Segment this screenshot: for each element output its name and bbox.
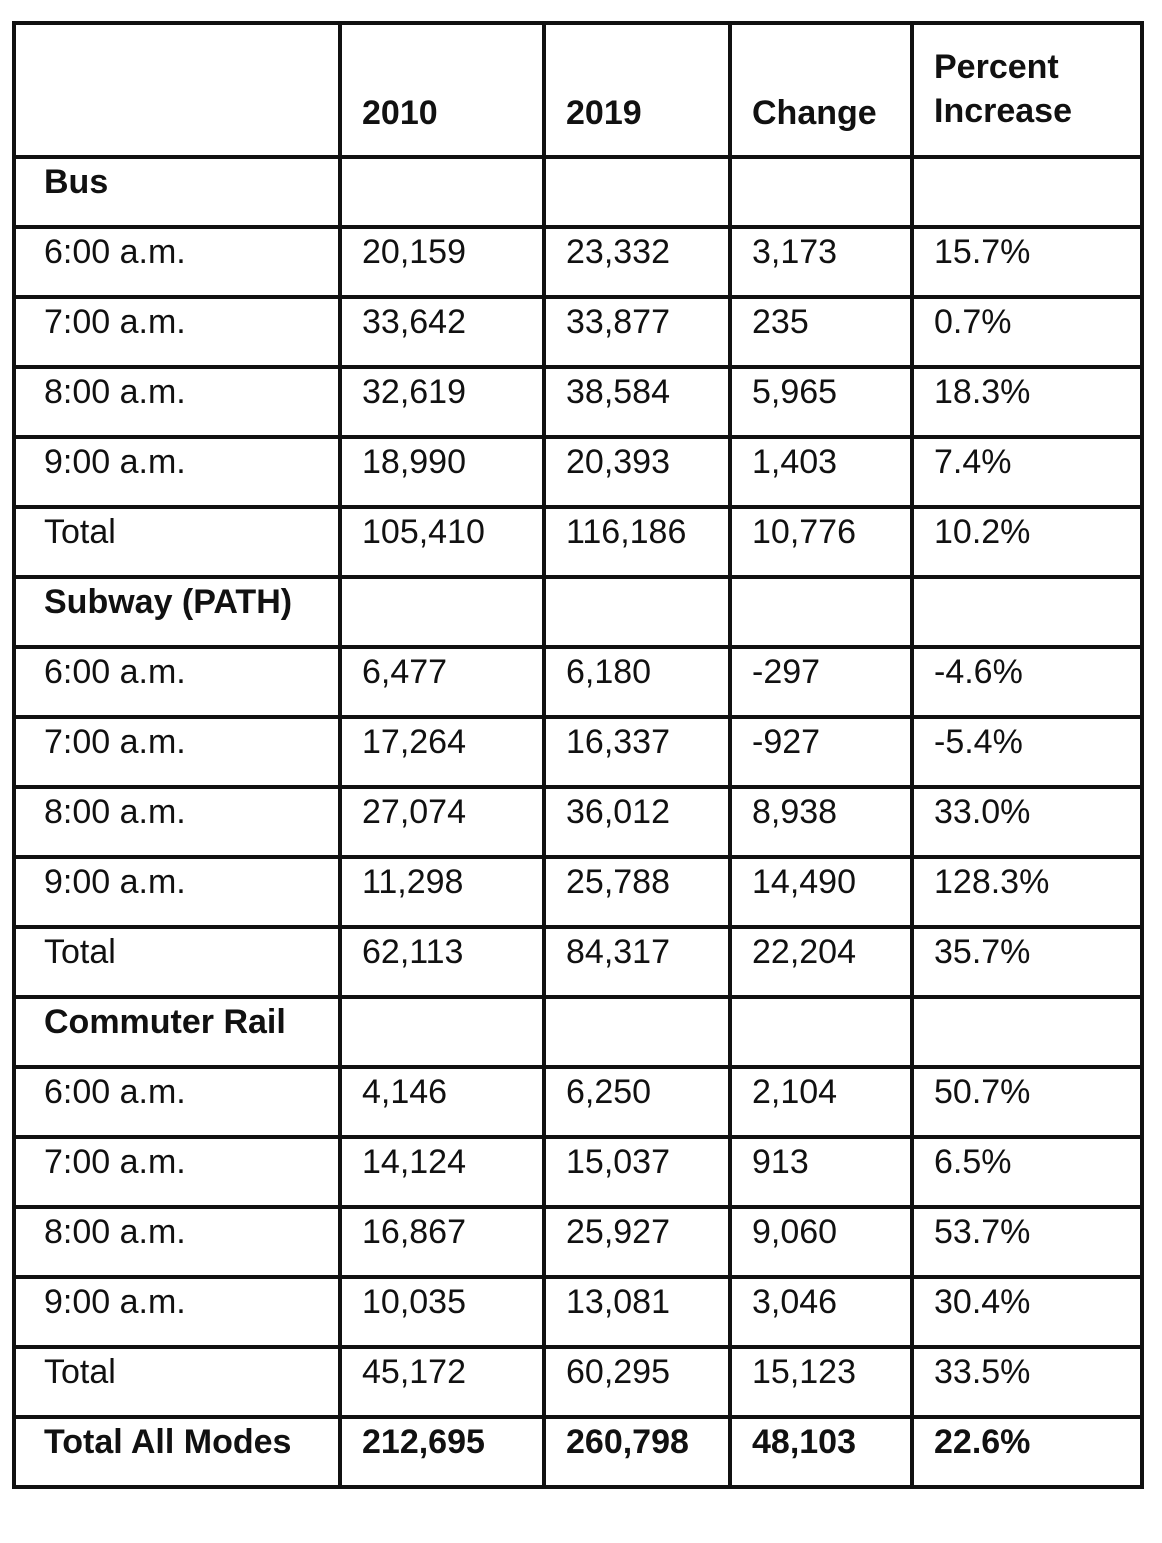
value-percent: 7.4% [912,437,1142,507]
section-row-subway [14,577,1142,647]
value-percent: 53.7% [912,1207,1142,1277]
table-row [14,1137,1142,1207]
table-row [14,717,1142,787]
header-row [14,23,1142,157]
value-2010: 27,074 [340,787,544,857]
value-2019: 116,186 [544,507,730,577]
value-percent: 15.7% [912,227,1142,297]
value-2010: 105,410 [340,507,544,577]
value-percent: 35.7% [912,927,1142,997]
value-2010: 17,264 [340,717,544,787]
value-percent: -5.4% [912,717,1142,787]
value-2010: 6,477 [340,647,544,717]
value-2010: 62,113 [340,927,544,997]
time-label: 9:00 a.m. [14,857,340,927]
value-2019: 20,393 [544,437,730,507]
section-row-commuter-rail [14,997,1142,1067]
value-2019: 6,180 [544,647,730,717]
value-2010: 20,159 [340,227,544,297]
empty-cell [544,997,730,1067]
section-title: Bus [14,157,340,227]
value-2010: 33,642 [340,297,544,367]
ridership-table [12,21,1144,1489]
empty-cell [912,997,1142,1067]
value-percent: 0.7% [912,297,1142,367]
value-change: 5,965 [730,367,912,437]
section-total-row [14,1347,1142,1417]
value-percent: 18.3% [912,367,1142,437]
header-percent-increase: Percent Increase [912,23,1142,157]
value-2019: 38,584 [544,367,730,437]
total-label: Total [14,927,340,997]
time-label: 6:00 a.m. [14,227,340,297]
table-row [14,297,1142,367]
empty-cell [340,577,544,647]
value-change: -927 [730,717,912,787]
grand-total-change: 48,103 [730,1417,912,1487]
value-percent: -4.6% [912,647,1142,717]
table-row [14,1277,1142,1347]
value-2019: 16,337 [544,717,730,787]
value-2019: 84,317 [544,927,730,997]
value-change: 15,123 [730,1347,912,1417]
value-2010: 10,035 [340,1277,544,1347]
value-change: 8,938 [730,787,912,857]
value-2019: 36,012 [544,787,730,857]
value-2010: 11,298 [340,857,544,927]
value-percent: 33.0% [912,787,1142,857]
value-2010: 14,124 [340,1137,544,1207]
value-percent: 10.2% [912,507,1142,577]
value-percent: 30.4% [912,1277,1142,1347]
time-label: 6:00 a.m. [14,647,340,717]
value-change: 913 [730,1137,912,1207]
table-row [14,647,1142,717]
value-percent: 50.7% [912,1067,1142,1137]
time-label: 8:00 a.m. [14,367,340,437]
time-label: 9:00 a.m. [14,1277,340,1347]
grand-total-2010: 212,695 [340,1417,544,1487]
header-blank-cell [14,23,340,157]
header-2019: 2019 [544,23,730,157]
value-percent: 6.5% [912,1137,1142,1207]
table-row [14,787,1142,857]
value-change: 235 [730,297,912,367]
section-title: Commuter Rail [14,997,340,1067]
table-row [14,1067,1142,1137]
value-2019: 6,250 [544,1067,730,1137]
empty-cell [730,157,912,227]
empty-cell [340,157,544,227]
section-total-row [14,927,1142,997]
time-label: 8:00 a.m. [14,787,340,857]
table-row [14,227,1142,297]
time-label: 6:00 a.m. [14,1067,340,1137]
empty-cell [912,577,1142,647]
time-label: 7:00 a.m. [14,1137,340,1207]
grand-total-2019: 260,798 [544,1417,730,1487]
value-change: 22,204 [730,927,912,997]
value-percent: 33.5% [912,1347,1142,1417]
header-change: Change [730,23,912,157]
empty-cell [730,997,912,1067]
value-2010: 18,990 [340,437,544,507]
empty-cell [544,157,730,227]
value-change: 14,490 [730,857,912,927]
grand-total-label: Total All Modes [14,1417,340,1487]
value-2019: 33,877 [544,297,730,367]
value-2010: 16,867 [340,1207,544,1277]
value-2010: 32,619 [340,367,544,437]
time-label: 9:00 a.m. [14,437,340,507]
value-2019: 15,037 [544,1137,730,1207]
section-total-row [14,507,1142,577]
time-label: 7:00 a.m. [14,297,340,367]
value-2019: 13,081 [544,1277,730,1347]
value-change: 10,776 [730,507,912,577]
table-row [14,857,1142,927]
value-2019: 25,927 [544,1207,730,1277]
total-label: Total [14,1347,340,1417]
value-change: 3,046 [730,1277,912,1347]
empty-cell [912,157,1142,227]
empty-cell [544,577,730,647]
value-change: 3,173 [730,227,912,297]
value-percent: 128.3% [912,857,1142,927]
grand-total-percent: 22.6% [912,1417,1142,1487]
empty-cell [730,577,912,647]
section-row-bus [14,157,1142,227]
table-row [14,1207,1142,1277]
time-label: 8:00 a.m. [14,1207,340,1277]
total-label: Total [14,507,340,577]
empty-cell [340,997,544,1067]
header-2010: 2010 [340,23,544,157]
value-change: 2,104 [730,1067,912,1137]
value-2010: 4,146 [340,1067,544,1137]
value-change: 1,403 [730,437,912,507]
table-row [14,367,1142,437]
value-2019: 23,332 [544,227,730,297]
value-2019: 25,788 [544,857,730,927]
value-change: -297 [730,647,912,717]
grand-total-row [14,1417,1142,1487]
value-2019: 60,295 [544,1347,730,1417]
table-row [14,437,1142,507]
value-2010: 45,172 [340,1347,544,1417]
section-title: Subway (PATH) [14,577,340,647]
value-change: 9,060 [730,1207,912,1277]
time-label: 7:00 a.m. [14,717,340,787]
